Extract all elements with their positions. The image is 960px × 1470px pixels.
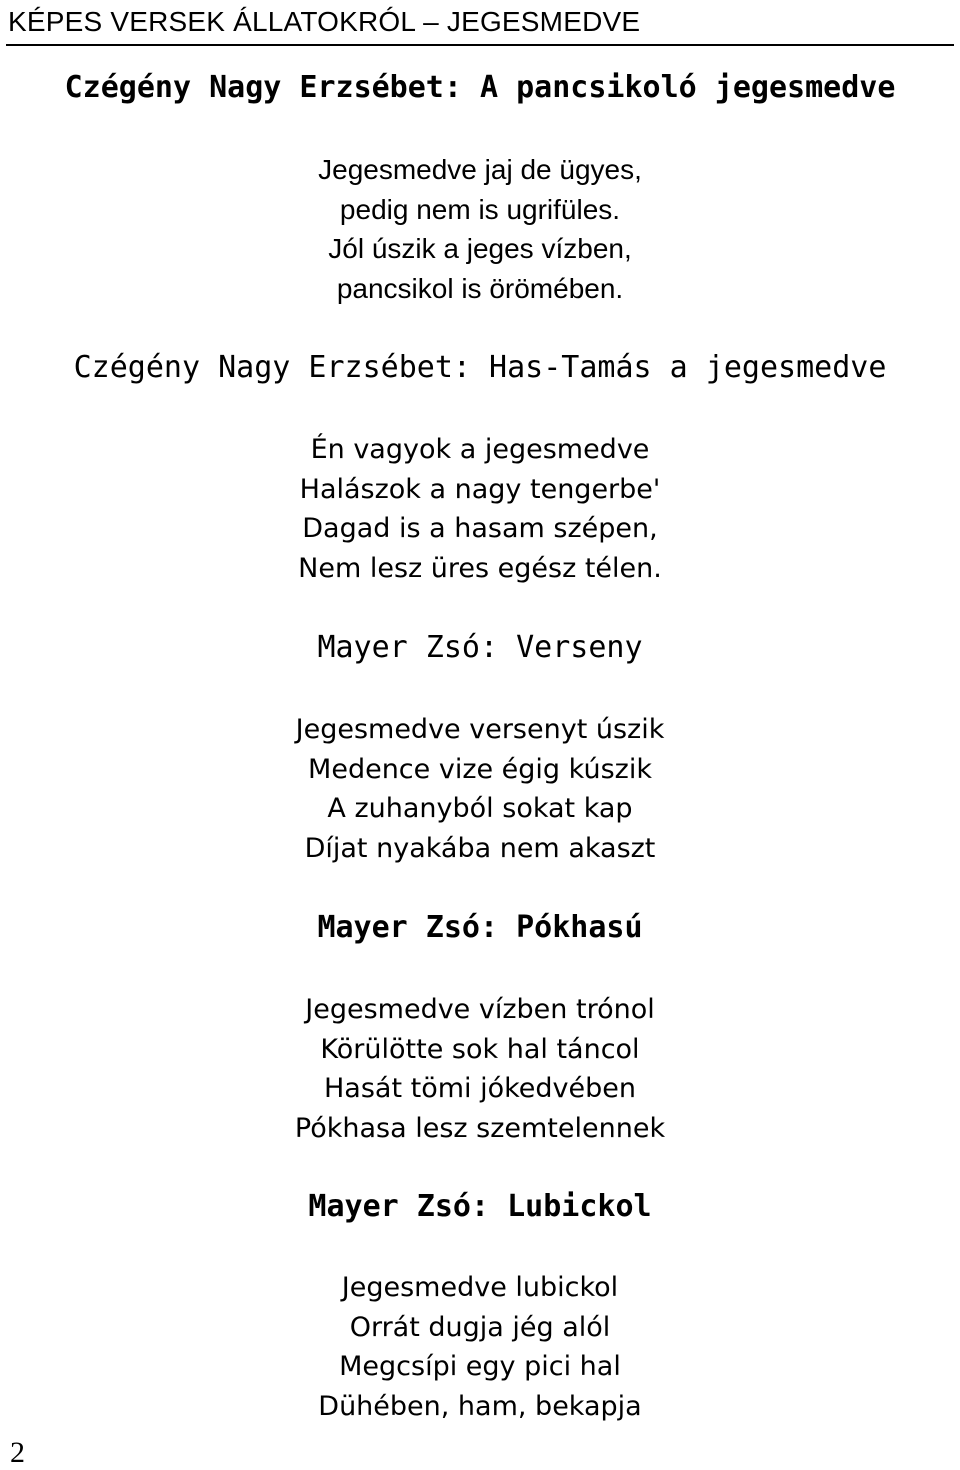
poem-line: Dühében, ham, bekapja	[318, 1390, 642, 1422]
poem-line: A zuhanyból sokat kap	[327, 793, 633, 824]
poem-line: Medence vize égig kúszik	[308, 753, 652, 785]
poem-line: pancsikol is örömében.	[336, 272, 624, 304]
page-header	[6, 0, 954, 46]
poem-line: Dagad is a hasam szépen,	[302, 513, 658, 544]
poem-stanza-has-tamas	[0, 430, 960, 588]
poem-line: Jegesmedve lubickol	[341, 1272, 619, 1303]
poem-line: Jegesmedve jaj de ügyes,	[318, 154, 642, 185]
poem-title-verseny: Mayer Zsó: Verseny	[317, 630, 643, 665]
poem-title-lubickol: Mayer Zsó: Lubickol	[308, 1189, 652, 1224]
header-title: KÉPES VERSEK ÁLLATOKRÓL – JEGESMEDVE	[8, 6, 641, 37]
poem-line: Díjat nyakába nem akaszt	[304, 832, 656, 864]
poem-title-pancsikolo: Czégény Nagy Erzsébet: A pancsikoló jegesmedve	[64, 70, 896, 105]
poem-line: Pókhasa lesz szemtelennek	[294, 1112, 666, 1144]
poem-line: Jegesmedve vízben trónol	[305, 994, 655, 1025]
poem-line: Jól úszik a jeges vízben,	[328, 233, 632, 264]
poem-title-has-tamas: Czégény Nagy Erzsébet: Has-Tamás a jegesmedve	[73, 350, 887, 385]
poem-stanza-lubickol	[0, 1268, 960, 1426]
poem-line: Megcsípi egy pici hal	[339, 1351, 621, 1382]
poem-line: Jegesmedve versenyt úszik	[295, 714, 665, 745]
poem-stanza-verseny	[0, 710, 960, 868]
poem-line: Körülötte sok hal táncol	[320, 1033, 640, 1065]
poem-title-pokhasu: Mayer Zsó: Pókhasú	[317, 910, 643, 945]
poem-line: Hasát tömi jókedvében	[323, 1073, 637, 1104]
poem-stanza-pancsikolo	[0, 150, 960, 308]
poem-line: Halászok a nagy tengerbe'	[299, 473, 661, 505]
poem-stanza-pokhasu	[0, 990, 960, 1148]
poem-line: Én vagyok a jegesmedve	[310, 434, 650, 465]
poem-line: Nem lesz üres egész télen.	[298, 552, 662, 584]
page-number: 2	[10, 1436, 25, 1469]
poem-line: Orrát dugja jég alól	[349, 1311, 611, 1343]
poem-line: pedig nem is ugrifüles.	[339, 193, 621, 225]
